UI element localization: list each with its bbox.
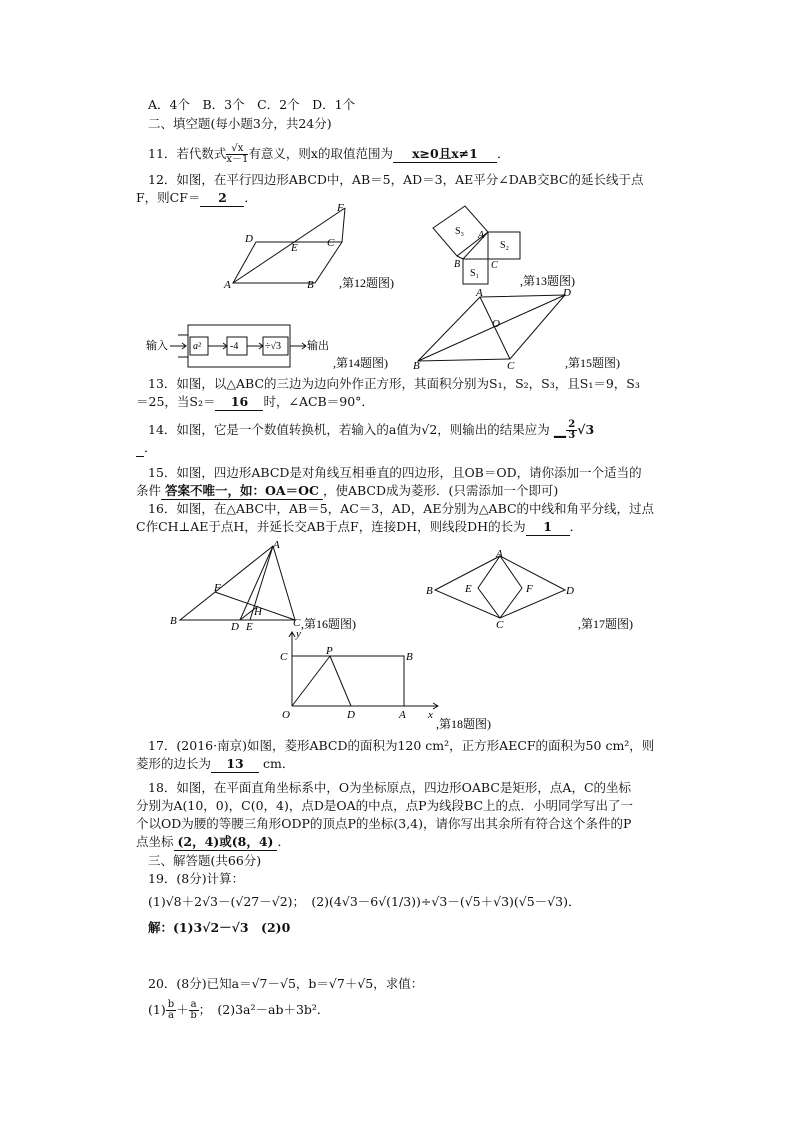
svg-text:A: A [273, 540, 280, 551]
fig14-output: 输出 [307, 340, 329, 352]
q15-line2: 条件 答案不唯一，如：OA＝OC ，使ABCD成为菱形．(只需添加一个即可) [136, 483, 559, 498]
svg-text:P: P [326, 645, 333, 657]
q19-parts [148, 894, 581, 910]
q14-end: ． [136, 440, 157, 457]
fig14-box2: -4 [230, 341, 239, 352]
q17-line2: 菱形的边长为 13 cm． [136, 756, 295, 771]
fig14-box3: ÷√3 [265, 341, 281, 352]
figure-15 [410, 285, 660, 375]
q13-answer: 16 [215, 394, 263, 411]
q17-answer: 13 [211, 756, 259, 773]
svg-text:C: C [507, 360, 515, 372]
caption-13: ,第13题图) [520, 274, 575, 288]
q13-line1: 13．如图，以△ABC的三边为边向外作正方形，其面积分别为S₁，S₂，S₃，且S₁＝9，S₃ [148, 376, 640, 391]
q18-answer: (2，4)或(8，4) [174, 834, 278, 851]
svg-text:C: C [293, 617, 301, 629]
figure-12 [215, 200, 425, 295]
q14-answer: __ $\frac{2}{3}$ √3 [553, 419, 595, 441]
figure-17 [420, 548, 660, 633]
svg-text:x: x [428, 709, 433, 721]
svg-text:F: F [526, 583, 533, 595]
svg-text:C: C [496, 619, 504, 631]
q16-line2: C作CH⊥AE于点H，并延长交AB于点F，连接DH，则线段DH的长为 1 ． [136, 519, 583, 534]
svg-text:C: C [280, 651, 288, 663]
q16-answer: 1 [526, 519, 570, 536]
q19-part1: (1)√8＋2√3－(√27－√2)； [148, 894, 299, 909]
q11-fraction: $\frac{√x}{x-1}$ [226, 143, 249, 165]
svg-text:A: A [496, 548, 503, 560]
figure-13 [425, 198, 605, 293]
svg-text:F: F [337, 202, 344, 214]
svg-text:B: B [170, 615, 177, 627]
svg-text:B: B [454, 259, 461, 270]
svg-text:D: D [563, 287, 571, 299]
q16-line1: 16．如图，在△ABC中，AB＝5，AC＝3，AD，AE分别为△ABC的中线和角平分线，过点 [148, 501, 655, 516]
figure-18 [278, 628, 528, 733]
svg-text:H: H [254, 606, 262, 618]
svg-text:C: C [327, 237, 335, 249]
q20-parts: (1) $\frac{b}{a}$ ＋ $\frac{a}{b}$ ； (2)3a²－ab＋3b²． [148, 999, 330, 1021]
q18-line2: 分别为A(10，0)，C(0，4)，点D是OA的中点，点P为线段BC上的点．小明同学写出了一 [136, 798, 634, 813]
fig13-s3: S₃ [455, 226, 465, 237]
q19-solution: 解：(1)3√2－√3 (2)0 [148, 920, 291, 935]
q15-line1: 15．如图，四边形ABCD是对角线互相垂直的四边形，且OB＝OD，请你添加一个适当的 [148, 465, 642, 480]
svg-text:D: D [566, 585, 574, 597]
figure-14 [140, 318, 440, 373]
svg-text:B: B [307, 279, 314, 291]
svg-text:A: A [478, 230, 485, 241]
q11-answer: x≥0且x≠1 [393, 146, 497, 163]
svg-text:D: D [231, 621, 239, 633]
q10-options: A．4个 B．3个 C．2个 D．1个 [148, 97, 356, 112]
svg-text:O: O [492, 318, 500, 330]
svg-text:F: F [214, 582, 221, 594]
q12-line2: F，则CF＝ 2 ． [136, 190, 257, 205]
q20-part2: (2)3a²－ab＋3b²． [217, 1002, 330, 1017]
caption-17: ,第17题图) [578, 617, 633, 631]
caption-12: ,第12题图) [339, 276, 394, 290]
q19-part2: (2)(4√3－6√(1/3))÷√3－(√5＋√3)(√5－√3)． [311, 894, 581, 909]
section-heading-fill-in: 二、填空题(每小题3分，共24分) [148, 116, 332, 131]
svg-text:C: C [491, 260, 498, 271]
section-heading-solve: 三、解答题(共66分) [148, 853, 262, 868]
svg-text:E: E [291, 242, 298, 254]
figure-16 [165, 540, 395, 635]
caption-14: ,第14题图) [333, 356, 388, 370]
fig13-s2: S₂ [500, 240, 510, 251]
svg-text:A: A [399, 709, 406, 721]
fig14-box1: a² [193, 341, 201, 352]
q18-line1: 18．如图，在平面直角坐标系中，O为坐标原点，四边形OABC是矩形，点A，C的坐标 [148, 780, 632, 795]
svg-text:D: D [347, 709, 355, 721]
svg-text:B: B [426, 585, 433, 597]
caption-18: ,第18题图) [436, 717, 491, 731]
svg-text:A: A [476, 287, 483, 299]
q12-answer: 2 [200, 190, 244, 207]
q17-line1: 17．(2016·南京)如图，菱形ABCD的面积为120 cm²，正方形AECF的面积为50 cm²，则 [148, 738, 655, 753]
q15-answer: 答案不唯一，如：OA＝OC [161, 483, 323, 500]
svg-text:y: y [296, 628, 301, 640]
caption-16: ,第16题图) [301, 617, 356, 631]
q20-title: 20．(8分)已知a＝√7－√5，b＝√7＋√5，求值： [148, 976, 424, 991]
svg-text:E: E [465, 583, 472, 595]
svg-text:O: O [282, 709, 290, 721]
q12-line1: 12．如图，在平行四边形ABCD中，AB＝5，AD＝3，AE平分∠DAB交BC的延长线于点 [148, 172, 644, 187]
svg-text:A: A [224, 279, 231, 291]
q19-title: 19．(8分)计算： [148, 871, 245, 886]
q11: 11．若代数式 $\frac{√x}{x-1}$ 有意义，则x的取值范围为 x≥0且x≠1 ． [148, 143, 510, 165]
caption-15: ,第15题图) [565, 356, 620, 370]
svg-text:B: B [413, 360, 420, 372]
q14: 14．如图，它是一个数值转换机，若输入的a值为√2，则输出的结果应为 __ $\frac{2}{3}$ √3 [148, 420, 598, 441]
q13-line2: ＝25，当S₂＝ 16 时，∠ACB＝90°． [136, 394, 374, 409]
q18-line3: 个以OD为腰的等腰三角形ODP的顶点P的坐标(3,4)，请你写出其余所有符合这个条件的P [136, 816, 632, 831]
q18-line4: 点坐标 (2，4)或(8，4) ． [136, 834, 290, 849]
fig14-input: 输入 [146, 340, 168, 352]
svg-text:B: B [406, 651, 413, 663]
svg-text:D: D [245, 233, 253, 245]
fig13-s1: S₁ [470, 268, 480, 279]
svg-text:E: E [246, 621, 253, 633]
